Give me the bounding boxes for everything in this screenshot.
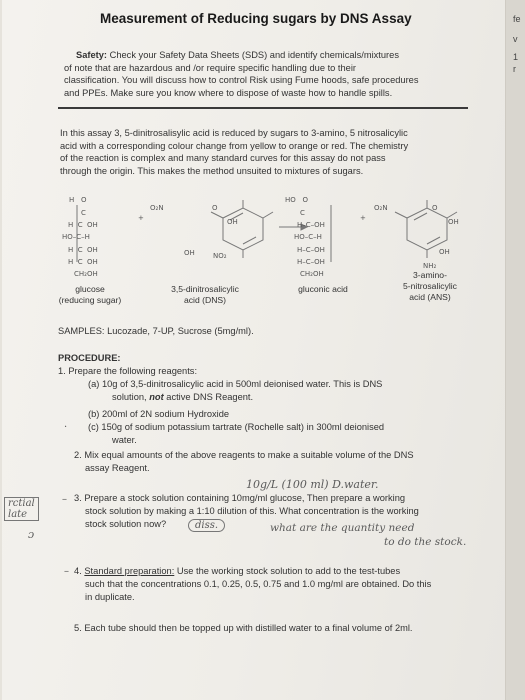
safety-paragraph [64,49,419,99]
adjacent-page-edge [505,0,525,700]
edge-text: fe [513,14,521,24]
handwritten-note: to do the stock. [384,536,467,548]
edge-text: 1 [513,52,519,62]
step-1c: (c) 150g of sodium potassium tartrate (Rochelle salt) in 300ml deionised [88,422,385,432]
intro-line: In this assay 3, 5-dinitrosalisylic acid is reduced by sugars to 3-amino, 5 nitrosalicylic [60,128,408,138]
step-dash: – [62,494,67,505]
dns-label: 3,5-dinitrosalicylic acid (DNS) [171,284,239,305]
step-2: 2. Mix equal amounts of the above reagents to make a suitable volume of the DNS [74,450,414,460]
safety-line: classification. You will discuss how to control Risk using Fume hoods, safe procedures [64,75,419,86]
step-dash: – [64,566,69,577]
step-3-cont: stock solution now? [85,519,167,529]
step-3-cont: stock solution by making a 1:10 dilution of this. What concentration is the working [85,506,419,516]
safety-line: Check your Safety Data Sheets (SDS) and identify chemicals/mixtures [109,50,399,60]
intro-paragraph [60,127,408,177]
step-4-cont: in duplicate. [85,592,135,602]
margin-note: rctial late [4,497,39,521]
step-1: 1. Prepare the following reagents: [58,366,198,376]
handwritten-note: what are the quantity need [270,522,415,534]
edge-text: v [513,34,518,44]
step-dash: · [64,422,68,433]
margin-mark: ɔ [28,528,35,541]
step-4-cont: such that the concentrations 0.1, 0.25, 0.5, 0.75 and 1.0 mg/ml are obtained. Do this [85,579,432,589]
intro-line: acid with a corresponding colour change from yellow to orange or red. The chemistry [60,140,409,151]
document-page [2,0,505,700]
step-1a: (a) 10g of 3,5-dinitrosalicylic acid in 500ml deionised water. This is DNS [88,379,383,389]
handwritten-note: 10g/L (100 ml) D.water. [246,478,379,491]
step-2-cont: assay Reagent. [85,463,150,473]
handwritten-note: diss. [188,519,225,532]
safety-line: of note that are hazardous and /or require specific handling due to their [64,62,357,73]
step-3: 3. Prepare a stock solution containing 10mg/ml glucose, Then prepare a working [74,493,406,503]
step-4: 4. Standard preparation: Use the working stock solution to add to the test-tubes [74,566,401,576]
step-1a-cont: solution, not active DNS Reagent. [112,392,254,402]
glucose-label: glucose (reducing sugar) [58,284,122,305]
section-divider [58,107,468,109]
ans-label: 3-amino- 5-nitrosalicylic acid (ANS) [403,270,457,302]
intro-line: of the reaction is complex and many standard curves for this assay do not pass [60,153,386,164]
edge-text: r [513,64,516,74]
procedure-heading: PROCEDURE: [58,353,121,363]
safety-line: and PPEs. Make sure you know where to dispose of waste how to handle spills. [64,87,393,98]
step-1b: (b) 200ml of 2N sodium Hydroxide [88,409,230,419]
reaction-structures [55,200,475,275]
gluconic-acid-label: gluconic acid [298,284,348,294]
step-1c-cont: water. [112,435,137,445]
page-title: Measurement of Reducing sugars by DNS Assay [100,11,412,26]
safety-label: Safety: [76,50,108,60]
samples-line: SAMPLES: Lucozade, 7-UP, Sucrose (5mg/ml). [58,326,254,336]
step-5: 5. Each tube should then be topped up with distilled water to a final volume of 2ml. [74,623,413,633]
intro-line: through the origin. This makes the method unsuited to mixtures of sugars. [60,165,364,176]
